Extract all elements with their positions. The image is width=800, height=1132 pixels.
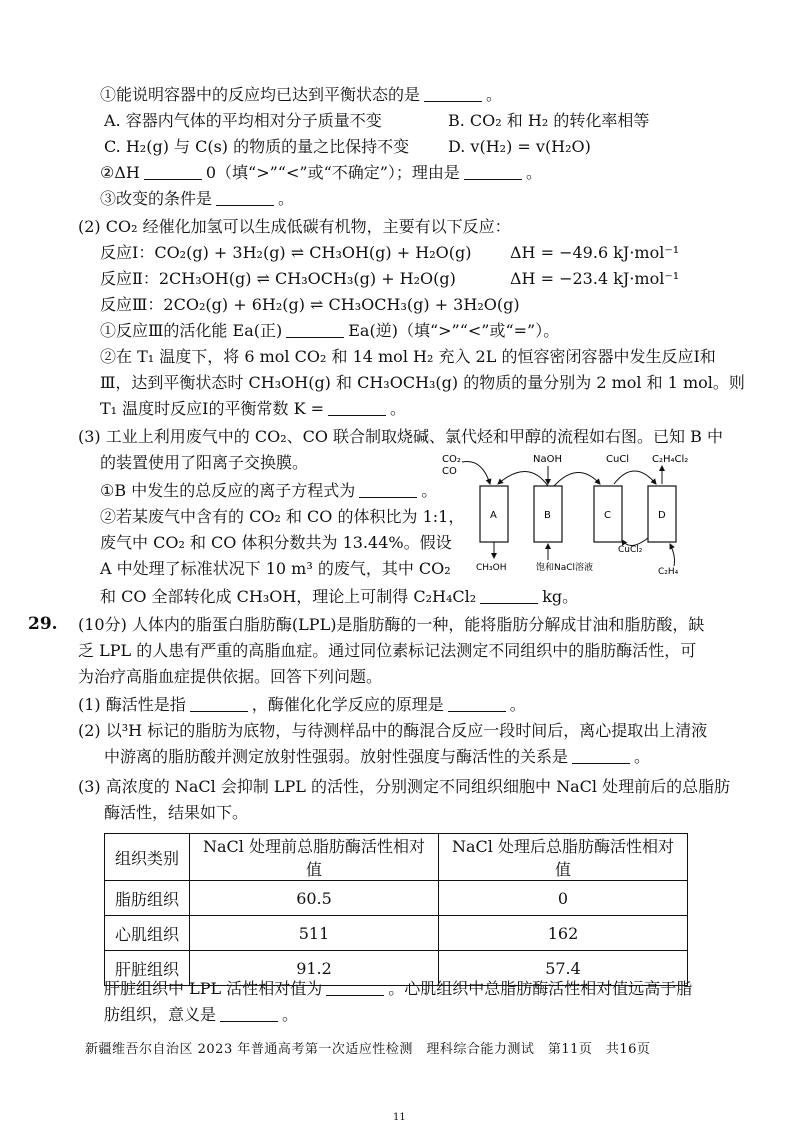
q28-part3-sub2-line1: ②若某废气中含有的 CO₂ 和 CO 的体积比为 1:1， <box>100 507 465 526</box>
answer-blank[interactable] <box>190 695 248 712</box>
option-c: C. H₂(g) 与 C(s) 的物质的量之比保持不变 <box>104 137 410 156</box>
label-co2-in: CO₂ <box>442 454 461 465</box>
reaction-1: 反应Ⅰ：CO₂(g) + 3H₂(g) ⇌ CH₃OH(g) + H₂O(g) <box>100 243 472 262</box>
arrow-gas-to-a <box>462 461 490 484</box>
option-b: B. CO₂ 和 H₂ 的转化率相等 <box>448 111 650 130</box>
box-b-label: B <box>544 510 551 521</box>
table-header-row <box>105 834 688 881</box>
q28-part3-sub2-line4: 和 CO 全部转化成 CH₃OH，理论上可制得 C₂H₄Cl₂ kg。 <box>100 587 579 606</box>
q29-sub3-line2: 酶活性，结果如下。 <box>104 803 249 822</box>
answer-blank[interactable] <box>572 747 630 764</box>
enzyme-activity-table <box>104 833 688 986</box>
q29-sub1: (1) 酶活性是指 ，酶催化化学反应的原理是 。 <box>78 695 526 714</box>
table-cell: 0 <box>439 881 688 916</box>
q29-after-line1: 肝脏组织中 LPL 活性相对值为 。心肌组织中总脂肪酶活性相对值远高于脂 <box>104 979 693 998</box>
answer-blank[interactable] <box>144 163 202 180</box>
label-naoh: NaOH <box>533 454 562 465</box>
q29-sub2-line2: 中游离的脂肪酸并测定放射性强弱。放射性强度与酶活性的关系是 。 <box>104 747 651 766</box>
q28-part3-sub1: ①B 中发生的总反应的离子方程式为 。 <box>100 481 438 500</box>
label-co-in: CO <box>442 466 457 477</box>
q28-part2-sub1: ①反应Ⅲ的活化能 Ea(正) Ea(逆)（填“>”“<”或“=”）。 <box>100 321 560 340</box>
option-a: A. 容器内气体的平均相对分子质量不变 <box>104 111 382 130</box>
table-cell: 60.5 <box>190 881 439 916</box>
answer-blank[interactable] <box>359 481 417 498</box>
page-footer: 新疆维吾尔自治区 2023 年普通高考第一次适应性检测 理科综合能力测试 第11页 共16页 <box>85 1042 651 1057</box>
q28-part3-sub2-line3: A 中处理了标准状况下 10 m³ 的废气，其中 CO₂ <box>100 559 451 578</box>
reaction-1-dh: ΔH = −49.6 kJ·mol⁻¹ <box>510 243 680 262</box>
box-a-label: A <box>490 510 497 521</box>
table-row <box>105 916 688 951</box>
arrow-c2h4-in <box>670 544 675 566</box>
q28-part3-line1: (3) 工业上利用废气中的 CO₂、CO 联合制取烧碱、氯代烃和甲醇的流程如右图。已知 B 中 <box>78 427 723 446</box>
q28-part2-intro: (2) CO₂ 经催化加氢可以生成低碳有机物，主要有以下反应： <box>78 217 511 236</box>
box-c-label: C <box>604 510 611 521</box>
table-cell: 心肌组织 <box>105 916 190 951</box>
table-header-cell: NaCl 处理后总脂肪酶活性相对值 <box>439 834 688 881</box>
table-row <box>105 881 688 916</box>
answer-blank[interactable] <box>448 695 506 712</box>
q28-part3-line2: 的装置使用了阳离子交换膜。 <box>100 453 309 472</box>
table-cell: 57.4 <box>439 951 688 986</box>
q28-part2-sub2-line3: T₁ 温度时反应Ⅰ的平衡常数 K = 。 <box>100 399 407 418</box>
answer-blank[interactable] <box>326 979 384 996</box>
q29-sub3-line1: (3) 高浓度的 NaCl 会抑制 LPL 的活性，分别测定不同组织细胞中 NaCl 处理前后的总脂肪 <box>78 777 731 796</box>
answer-blank[interactable] <box>480 587 538 604</box>
reaction-3: 反应Ⅲ：2CO₂(g) + 6H₂(g) ⇌ CH₃OCH₃(g) + 3H₂O(g) <box>100 295 520 314</box>
q29-line3: 为治疗高脂血症提供依据。回答下列问题。 <box>78 667 383 686</box>
label-ch3oh: CH₃OH <box>476 563 507 573</box>
arrow-b-to-a <box>498 471 548 486</box>
table-cell: 91.2 <box>190 951 439 986</box>
q28-part3-sub2-line2: 废气中 CO₂ 和 CO 体积分数共为 13.44%。假设 <box>100 533 452 552</box>
process-flow-diagram <box>438 448 698 578</box>
q28-part2-sub2-line2: Ⅲ，达到平衡状态时 CH₃OH(g) 和 CH₃OCH₃(g) 的物质的量分别为 2 mol 和 1 mol。则 <box>100 373 745 392</box>
label-nacl: 饱和NaCl溶液 <box>536 563 594 573</box>
reaction-2: 反应Ⅱ：2CH₃OH(g) ⇌ CH₃OCH₃(g) + H₂O(g) <box>100 269 456 288</box>
label-cucl2: CuCl₂ <box>618 545 643 555</box>
q29-sub2-line1: (2) 以³H 标记的脂肪为底物，与待测样品中的酶混合反应一段时间后，离心提取出上清液 <box>78 721 708 740</box>
q29-line2: 乏 LPL 的人患有严重的高脂血症。通过同位素标记法测定不同组织中的脂肪酶活性，可 <box>78 641 697 660</box>
label-c2h4cl2-out: C₂H₄Cl₂ <box>652 454 689 465</box>
table-header-cell: 组织类别 <box>105 834 190 881</box>
answer-blank[interactable] <box>464 163 522 180</box>
arrow-b-to-c <box>554 472 600 486</box>
arrow-c-to-d <box>614 471 656 484</box>
q29-line1: (10分) 人体内的脂蛋白脂肪酶(LPL)是脂肪酶的一种，能将脂肪分解成甘油和脂肪酸，缺 <box>78 615 705 634</box>
label-cucl: CuCl <box>606 454 630 465</box>
answer-blank[interactable] <box>424 85 482 102</box>
label-c2h4: C₂H₄ <box>658 567 679 577</box>
reaction-2-dh: ΔH = −23.4 kJ·mol⁻¹ <box>510 269 680 288</box>
question-number: 29. <box>28 614 58 634</box>
answer-blank[interactable] <box>286 321 344 338</box>
q28-sub3: ③改变的条件是 。 <box>100 189 295 208</box>
answer-blank[interactable] <box>328 399 386 416</box>
table-cell: 脂肪组织 <box>105 881 190 916</box>
box-d-label: D <box>658 510 666 521</box>
q29-after-line2: 肪组织，意义是 。 <box>104 1005 299 1024</box>
option-d: D. v(H₂) = v(H₂O) <box>448 137 591 156</box>
q28-part2-sub2-line1: ②在 T₁ 温度下，将 6 mol CO₂ 和 14 mol H₂ 充入 2L 的恒容密闭容器中发生反应Ⅰ和 <box>100 347 716 366</box>
q28-sub2: ②ΔH 0（填“>”“<”或“不确定”）；理由是 。 <box>100 163 542 182</box>
answer-blank[interactable] <box>216 189 274 206</box>
table-cell: 肝脏组织 <box>105 951 190 986</box>
page-number: 11 <box>393 1112 406 1123</box>
answer-blank[interactable] <box>220 1005 278 1022</box>
table-cell: 162 <box>439 916 688 951</box>
table-header-cell: NaCl 处理前总脂肪酶活性相对值 <box>190 834 439 881</box>
q28-sub1: ①能说明容器中的反应均已达到平衡状态的是 。 <box>100 85 503 104</box>
table-cell: 511 <box>190 916 439 951</box>
